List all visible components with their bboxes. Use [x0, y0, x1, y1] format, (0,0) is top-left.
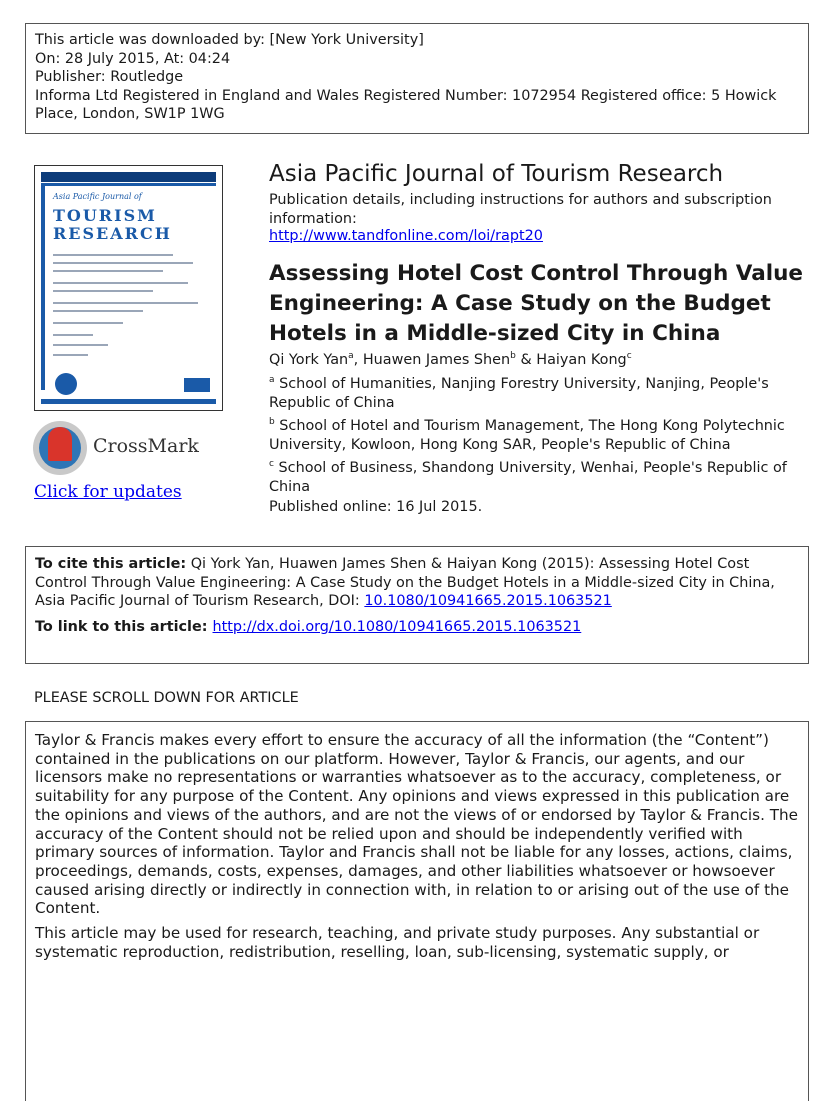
cover-publisher-logo-icon: [55, 373, 77, 395]
doi-link[interactable]: 10.1080/10941665.2015.1063521: [364, 593, 612, 610]
affiliation-sup: b: [269, 417, 275, 427]
crossmark-icon: [33, 421, 87, 475]
author-sup: c: [626, 351, 632, 361]
crossmark-label: CrossMark: [93, 435, 199, 457]
cite-label: To cite this article:: [35, 556, 187, 572]
author-sup: b: [510, 351, 516, 361]
author-name: Huawen James Shen: [362, 352, 511, 368]
journal-title: Asia Pacific Journal of Tourism Research: [269, 161, 724, 187]
cover-bottom-bar: [41, 399, 216, 404]
affiliation-text: School of Humanities, Nanjing Forestry University, Nanjing, People's Republic of China: [269, 376, 769, 411]
affiliation-sup: c: [269, 459, 274, 469]
click-for-updates-link[interactable]: Click for updates: [34, 482, 182, 502]
cover-text-line: [53, 344, 108, 346]
download-line: On: 28 July 2015, At: 04:24: [35, 50, 231, 67]
terms-box: [25, 721, 809, 1101]
article-title: Assessing Hotel Cost Control Through Value Engineering: A Case Study on the Budget Hotels in a Middle-sized City in China: [269, 261, 803, 346]
cover-journal-small: Asia Pacific Journal of: [53, 192, 142, 201]
scroll-note: PLEASE SCROLL DOWN FOR ARTICLE: [34, 690, 299, 706]
affiliation: [269, 459, 789, 496]
citation-box: [25, 546, 809, 664]
published-date: Published online: 16 Jul 2015.: [269, 499, 483, 515]
cover-text-line: [53, 262, 193, 264]
cover-title-line2: RESEARCH: [53, 224, 172, 243]
download-line: This article was downloaded by: [New York University]: [35, 32, 424, 48]
cover-brand-logo-icon: [184, 378, 210, 392]
download-line: Informa Ltd Registered in England and Wales Registered Number: 1072954 Registered office: 5 Howick Place, London, SW1P 1WG: [35, 87, 782, 123]
cover-text-line: [53, 290, 153, 292]
crossmark-badge[interactable]: [33, 421, 199, 477]
author-sup: a: [348, 351, 354, 361]
article-url-link[interactable]: http://dx.doi.org/10.1080/10941665.2015.1063521: [212, 618, 582, 635]
author-name: Qi York Yan: [269, 352, 349, 368]
cover-text-line: [53, 254, 173, 256]
cover-text-line: [53, 282, 188, 284]
author-list: [269, 351, 632, 370]
cover-side-stripe: [41, 186, 45, 390]
journal-url-link[interactable]: http://www.tandfonline.com/loi/rapt20: [269, 228, 543, 244]
cover-text-line: [53, 354, 88, 356]
author-separator: ,: [353, 352, 363, 368]
cover-top-stripe: [41, 183, 216, 186]
link-label: To link to this article:: [35, 618, 213, 635]
crossmark-icon-bookmark: [48, 427, 72, 461]
affiliation-text: School of Business, Shandong University, Wenhai, People's Republic of China: [269, 460, 787, 495]
author-name: Haiyan Kong: [536, 352, 627, 368]
cover-text-line: [53, 334, 93, 336]
author-separator: &: [515, 352, 537, 368]
affiliation-sup: a: [269, 375, 275, 385]
cover-text-line: [53, 302, 198, 304]
download-line: Publisher: Routledge: [35, 69, 184, 86]
affiliation: [269, 375, 789, 412]
cover-text-line: [53, 270, 163, 272]
cover-title-line1: TOURISM: [53, 206, 157, 225]
cover-text-line: [53, 322, 123, 324]
publication-details: Publication details, including instructions for authors and subscription information:: [269, 192, 772, 227]
journal-cover-image: [34, 165, 223, 411]
cite-text: Qi York Yan, Huawen James Shen & Haiyan Kong (2015): Assessing Hotel Cost Control Through Value Engineering: A Case Study on the Budget Hotels in a Middle-sized City in China, Asia Pacific Journal of Tourism Research, DOI:: [35, 556, 775, 610]
affiliation-text: School of Hotel and Tourism Management, The Hong Kong Polytechnic University, Kowloon, Hong Kong SAR, People's Republic of China: [269, 418, 785, 453]
terms-paragraph: Taylor & Francis makes every effort to ensure the accuracy of all the information (the “Content”) contained in the publications on our platform. However, Taylor & Francis, our agents, and our licensors make no representations or warranties whatsoever as to the accuracy, completeness, or suitability for any purpose of the Content. Any opinions and views expressed in this publication are the opinions and views of the authors, and are not the views of or endorsed by Taylor & Francis. The accuracy of the Content should not be relied upon and should be independently verified with primary sources of information. Taylor and Francis shall not be liable for any losses, actions, claims, proceedings, demands, costs, expenses, damages, and other liabilities whatsoever or howsoever caused arising directly or indirectly in connection with, in relation to or arising out of the use of the Content.: [35, 731, 798, 918]
article-link-line: [35, 618, 799, 637]
terms-paragraph: This article may be used for research, teaching, and private study purposes. Any substantial or systematic reproduction, redistribution, reselling, loan, sub-licensing, systematic supply, or: [35, 924, 760, 961]
download-info-box: [25, 23, 809, 134]
cover-top-bar: [41, 172, 216, 182]
affiliation: [269, 417, 789, 454]
citation-line: [35, 555, 799, 611]
cover-text-line: [53, 310, 143, 312]
